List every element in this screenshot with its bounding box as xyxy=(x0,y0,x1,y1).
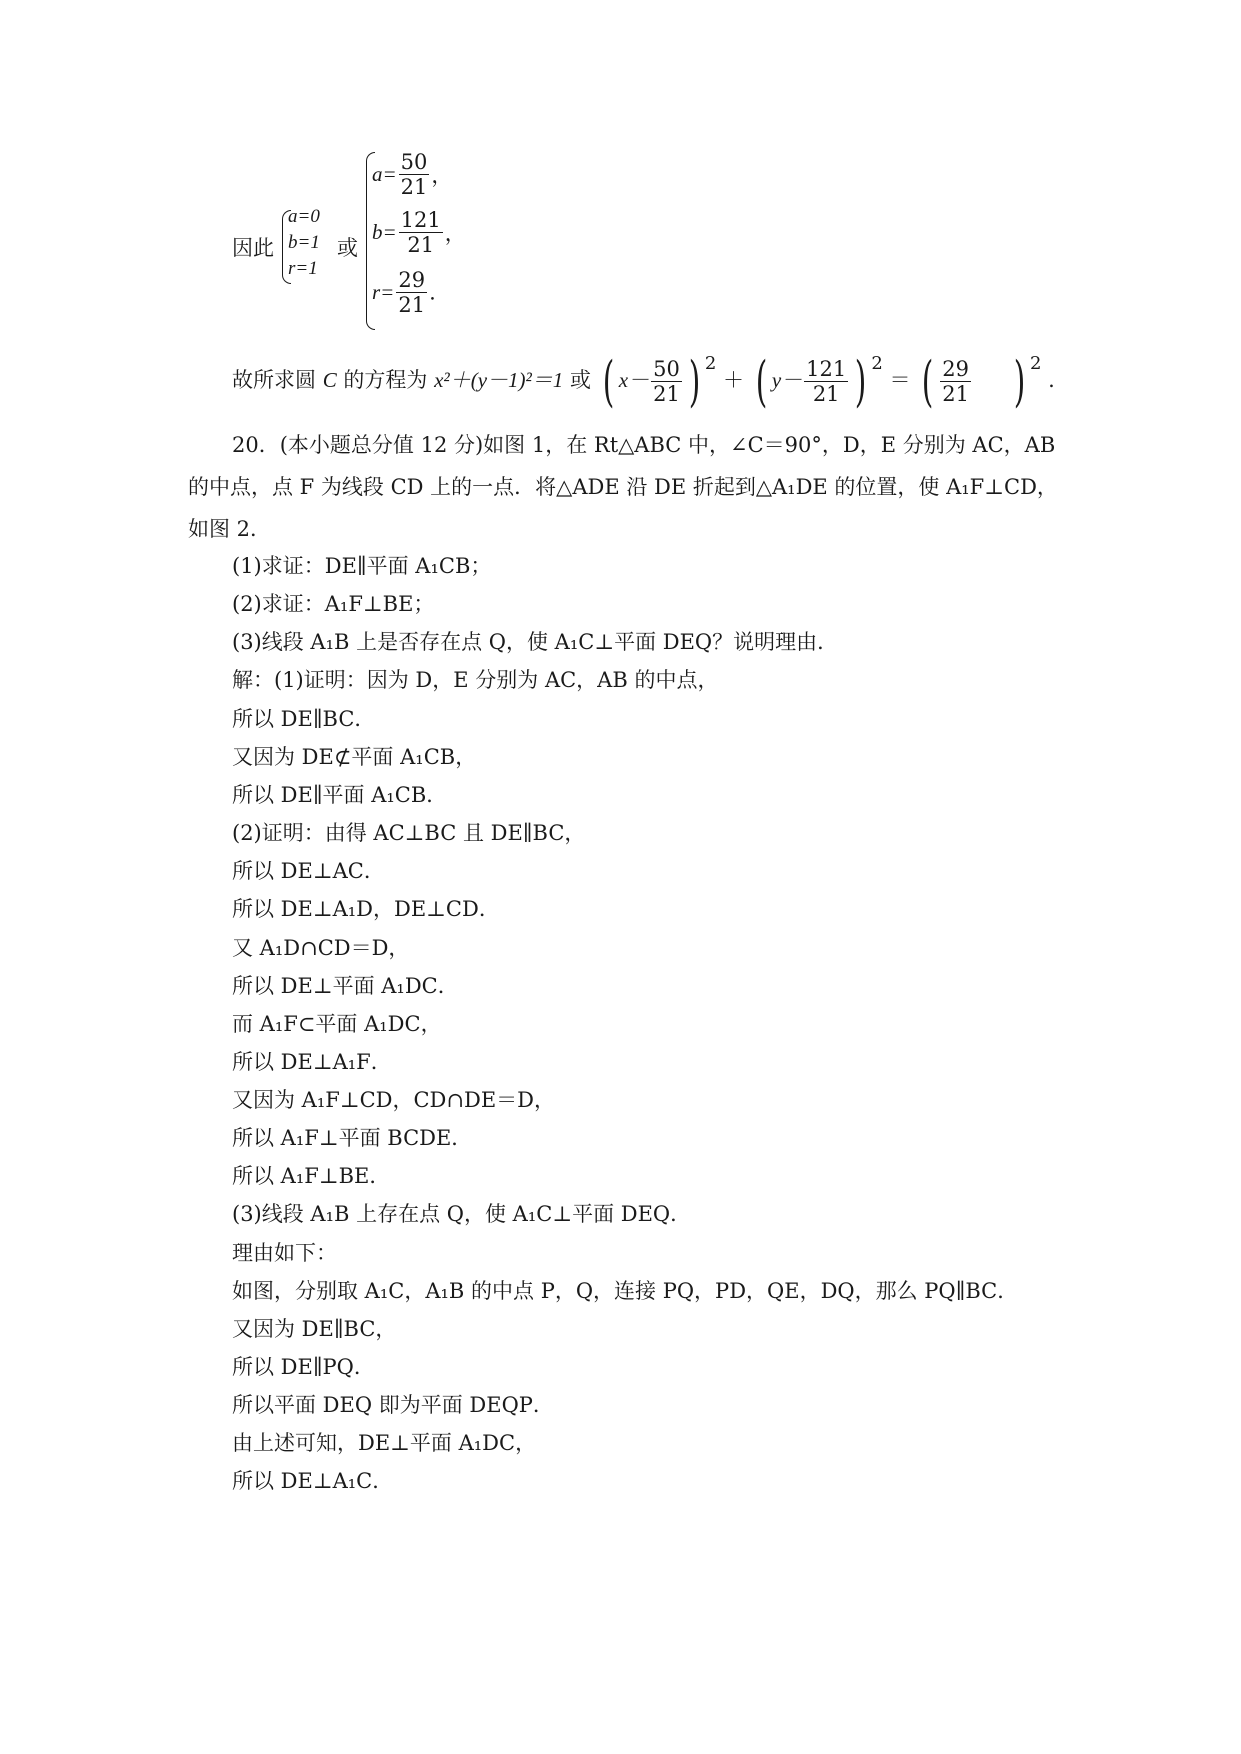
fraction-29-21: $\frac{29}{21}$ xyxy=(942,357,969,406)
text-line: 解：(1)证明：因为 D，E 分别为 AC，AB 的中点， xyxy=(232,668,719,692)
right-eq-b: b= $\frac{121}{21}$ ， xyxy=(372,208,466,257)
text-line: (2)求证：A₁F⊥BE； xyxy=(232,592,435,616)
text-line: 所以 DE∥平面 A₁CB． xyxy=(232,783,448,807)
left-eq-r: r=1 xyxy=(288,258,318,279)
text-line: (3)线段 A₁B 上是否存在点 Q，使 A₁C⊥平面 DEQ？说明理由． xyxy=(232,630,839,654)
text-line: 所以 DE∥BC． xyxy=(232,707,376,731)
text-line: 所以 DE⊥A₁C． xyxy=(232,1469,394,1493)
fraction-121-21: $\frac{121}{21}$ xyxy=(806,357,847,406)
text-line: 又因为 DE∥BC， xyxy=(232,1317,397,1341)
right-eq-r: r= $\frac{29}{21}$ . xyxy=(372,268,436,317)
left-eq-a: a=0 xyxy=(288,206,320,227)
text-line: 所以 DE∥PQ． xyxy=(232,1355,375,1379)
text-line: (3)线段 A₁B 上存在点 Q，使 A₁C⊥平面 DEQ． xyxy=(232,1202,692,1226)
text-line: 又 A₁D∩CD＝D， xyxy=(232,936,410,960)
text-line: 如图，分别取 A₁C，A₁B 的中点 P，Q，连接 PQ，PD，QE，DQ，那么 PQ∥BC． xyxy=(232,1279,1019,1303)
equation-system xyxy=(232,150,532,340)
text-line: 所以 A₁F⊥BE． xyxy=(232,1164,391,1188)
text-line: 理由如下： xyxy=(232,1241,337,1265)
text-line: 所以 A₁F⊥平面 BCDE． xyxy=(232,1126,473,1150)
text-line: 而 A₁F⊂平面 A₁DC， xyxy=(232,1012,442,1036)
system-or: 或 xyxy=(337,236,358,260)
fraction-50-21: $\frac{50}{21}$ xyxy=(653,357,680,406)
text-line: (1)求证：DE∥平面 A₁CB； xyxy=(232,554,492,578)
text-line: 所以 DE⊥A₁D，DE⊥CD． xyxy=(232,897,500,921)
text-line: 又因为 DE⊄平面 A₁CB， xyxy=(232,745,477,769)
circle-equation-line: 故所求圆 C 的方程为 x²＋(y－1)²＝1 或 ( x－ $\frac{50}{21}$ ) $^2$ ＋ ( y－ $\frac{121}{21}$ ) $^2$ ＝ ( $\frac{29}{21}$ ) $^2$ . xyxy=(232,349,1055,413)
text-line: 所以 DE⊥AC． xyxy=(232,859,385,883)
text-line: (2)证明：由得 AC⊥BC 且 DE∥BC， xyxy=(232,821,586,845)
text-line: 又因为 A₁F⊥CD，CD∩DE＝D， xyxy=(232,1088,555,1112)
left-eq-b: b=1 xyxy=(288,232,320,253)
text-line: 所以 DE⊥平面 A₁DC． xyxy=(232,974,459,998)
text-line: 由上述可知，DE⊥平面 A₁DC， xyxy=(232,1431,537,1455)
right-eq-a: a= $\frac{50}{21}$ ， xyxy=(372,150,453,199)
text-line: 所以 DE⊥A₁F． xyxy=(232,1050,392,1074)
system-lead: 因此 xyxy=(232,236,274,260)
text-line: 所以平面 DEQ 即为平面 DEQP． xyxy=(232,1393,554,1417)
problem-statement: 20．(本小题总分值 12 分)如图 1，在 Rt△ABC 中，∠C＝90°，D，E 分别为 AC，AB 的中点，点 F 为线段 CD 上的一点．将△ADE 沿 DE 折起到△A₁DE 的位置，使 A₁F⊥CD，如图 2． xyxy=(188,433,1058,541)
